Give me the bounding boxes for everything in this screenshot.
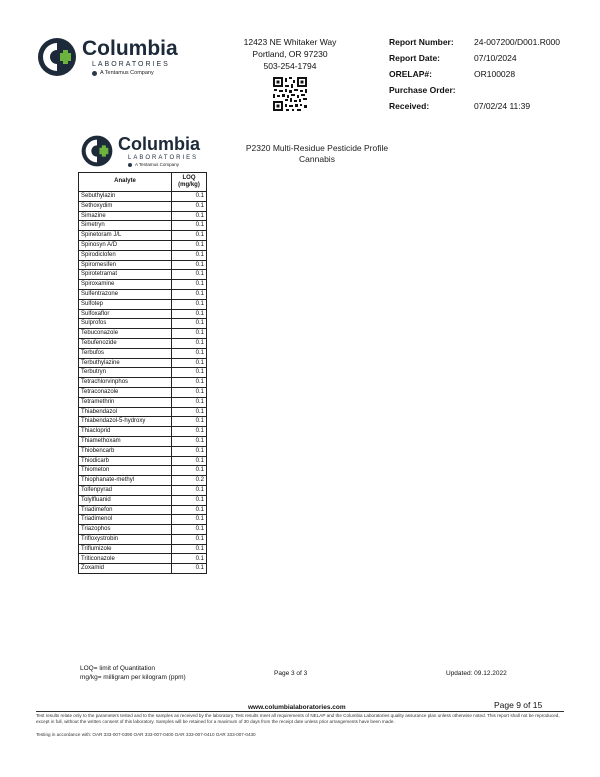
address-line-2: Portland, OR 97230 bbox=[252, 49, 328, 59]
analyte-name-cell: Tebufenozide bbox=[79, 338, 172, 348]
loq-value-cell: 0.1 bbox=[172, 260, 207, 270]
table-row bbox=[79, 446, 207, 456]
loq-value-cell: 0.1 bbox=[172, 221, 207, 231]
analyte-table bbox=[78, 172, 207, 574]
loq-header-line1: LOQ bbox=[182, 174, 196, 181]
analyte-name-cell: Tolfenpyrad bbox=[79, 485, 172, 495]
loq-value-cell: 0.1 bbox=[172, 378, 207, 388]
table-row bbox=[79, 407, 207, 417]
analyte-name-cell: Sethoxydim bbox=[79, 201, 172, 211]
table-row bbox=[79, 485, 207, 495]
loq-value-cell: 0.1 bbox=[172, 407, 207, 417]
analyte-name-cell: Tolylfluanid bbox=[79, 495, 172, 505]
report-info bbox=[389, 36, 579, 113]
report-date-value: 07/10/2024 bbox=[474, 53, 517, 63]
orelap-row bbox=[389, 68, 579, 81]
loq-value-cell: 0.1 bbox=[172, 544, 207, 554]
loq-value-cell: 0.2 bbox=[172, 476, 207, 486]
updated-date: Updated: 09.12.2022 bbox=[446, 670, 507, 677]
loq-value-cell: 0.1 bbox=[172, 358, 207, 368]
analyte-name-cell: Thiamethoxam bbox=[79, 436, 172, 446]
table-row bbox=[79, 436, 207, 446]
lab-tagline-row bbox=[82, 71, 178, 77]
panel-logo bbox=[80, 134, 200, 168]
report-number-label: Report Number: bbox=[389, 37, 454, 47]
lab-name: Columbia bbox=[82, 36, 178, 60]
table-row bbox=[79, 260, 207, 270]
analyte-name-cell: Spinetoram J/L bbox=[79, 231, 172, 241]
loq-note: LOQ= limit of Quantitation bbox=[80, 665, 155, 672]
table-row bbox=[79, 378, 207, 388]
loq-value-cell: 0.1 bbox=[172, 299, 207, 309]
loq-value-cell: 0.1 bbox=[172, 466, 207, 476]
loq-value-cell: 0.1 bbox=[172, 456, 207, 466]
lab-address bbox=[220, 36, 360, 72]
table-row bbox=[79, 515, 207, 525]
unit-note: mg/kg= milligram per kilogram (ppm) bbox=[80, 673, 186, 681]
loq-value-cell: 0.1 bbox=[172, 397, 207, 407]
purchase-order-row bbox=[389, 84, 579, 97]
lab-subtitle: LABORATORIES bbox=[92, 60, 170, 68]
orelap-label: ORELAP#: bbox=[389, 69, 432, 79]
analyte-name-cell: Zoxamid bbox=[79, 564, 172, 574]
analyte-name-cell: Tebuconazole bbox=[79, 329, 172, 339]
loq-value-cell: 0.1 bbox=[172, 250, 207, 260]
loq-value-cell: 0.1 bbox=[172, 505, 207, 515]
analyte-name-cell: Thiabendazol-5-hydroxy bbox=[79, 417, 172, 427]
analyte-name-cell: Sulfentrazone bbox=[79, 289, 172, 299]
analyte-name-cell: Sulfotep bbox=[79, 299, 172, 309]
table-row bbox=[79, 525, 207, 535]
orelap-value: OR100028 bbox=[474, 69, 516, 79]
analyte-table-wrap bbox=[78, 172, 207, 574]
loq-value-cell: 0.1 bbox=[172, 495, 207, 505]
received-label: Received: bbox=[389, 101, 430, 111]
report-number-value: 24-007200/D001.R000 bbox=[474, 37, 561, 47]
analyte-name-cell: Triadimenol bbox=[79, 515, 172, 525]
website-link[interactable]: www.columbialaboratories.com bbox=[248, 704, 346, 711]
loq-value-cell: 0.1 bbox=[172, 446, 207, 456]
table-row bbox=[79, 456, 207, 466]
analyte-name-cell: Thiabendazol bbox=[79, 407, 172, 417]
analyte-name-cell: Trifloxystrobin bbox=[79, 534, 172, 544]
address-line-1: 12423 NE Whitaker Way bbox=[243, 37, 337, 47]
table-row bbox=[79, 554, 207, 564]
analyte-name-cell: Thiacloprid bbox=[79, 427, 172, 437]
table-row bbox=[79, 329, 207, 339]
table-row bbox=[79, 397, 207, 407]
table-row bbox=[79, 319, 207, 329]
loq-header-line2: (mg/kg) bbox=[178, 182, 200, 188]
table-row bbox=[79, 387, 207, 397]
table-row bbox=[79, 211, 207, 221]
loq-value-cell: 0.1 bbox=[172, 436, 207, 446]
loq-value-cell: 0.1 bbox=[172, 368, 207, 378]
loq-value-cell: 0.1 bbox=[172, 289, 207, 299]
lab-tagline: A Tentamus Company bbox=[100, 69, 154, 76]
loq-value-cell: 0.1 bbox=[172, 387, 207, 397]
loq-value-cell: 0.1 bbox=[172, 525, 207, 535]
loq-value-cell: 0.1 bbox=[172, 280, 207, 290]
loq-value-cell: 0.1 bbox=[172, 485, 207, 495]
table-row bbox=[79, 368, 207, 378]
columbia-logo-icon bbox=[36, 36, 78, 78]
analyte-name-cell: Thiodicarb bbox=[79, 456, 172, 466]
table-row bbox=[79, 299, 207, 309]
analyte-name-cell: Simazine bbox=[79, 211, 172, 221]
analyte-name-cell: Triazophos bbox=[79, 525, 172, 535]
report-date-row bbox=[389, 52, 579, 65]
panel-lab-name: Columbia bbox=[118, 133, 201, 154]
table-row bbox=[79, 289, 207, 299]
loq-value-cell: 0.1 bbox=[172, 515, 207, 525]
footer-notes bbox=[80, 665, 186, 682]
analyte-name-cell: Spirotetramat bbox=[79, 270, 172, 280]
panel-title-block bbox=[222, 143, 412, 165]
analyte-name-cell: Terbufos bbox=[79, 348, 172, 358]
table-row bbox=[79, 231, 207, 241]
panel-lab-tagline-row bbox=[118, 163, 200, 168]
purchase-order-label: Purchase Order: bbox=[389, 85, 456, 95]
table-row bbox=[79, 338, 207, 348]
analyte-name-cell: Thiobencarb bbox=[79, 446, 172, 456]
analyte-name-cell: Spinosyn A/D bbox=[79, 240, 172, 250]
loq-value-cell: 0.1 bbox=[172, 231, 207, 241]
table-row bbox=[79, 250, 207, 260]
analyte-name-cell: Terbuthylazine bbox=[79, 358, 172, 368]
report-number-row bbox=[389, 36, 579, 49]
loq-value-cell: 0.1 bbox=[172, 564, 207, 574]
loq-value-cell: 0.1 bbox=[172, 270, 207, 280]
table-row bbox=[79, 544, 207, 554]
analyte-name-cell: Thiometon bbox=[79, 466, 172, 476]
analyte-name-cell: Spiroxamine bbox=[79, 280, 172, 290]
panel-matrix: Cannabis bbox=[299, 154, 335, 164]
table-row bbox=[79, 348, 207, 358]
footer-divider bbox=[36, 711, 564, 712]
loq-value-cell: 0.1 bbox=[172, 309, 207, 319]
analyte-name-cell: Tetramethrin bbox=[79, 397, 172, 407]
panel-title: P2320 Multi-Residue Pesticide Profile bbox=[245, 143, 389, 153]
received-row bbox=[389, 100, 579, 113]
analyte-name-cell: Terbutryn bbox=[79, 368, 172, 378]
loq-value-cell: 0.1 bbox=[172, 427, 207, 437]
table-row bbox=[79, 534, 207, 544]
analyte-name-cell: Tetrachlorvinphos bbox=[79, 378, 172, 388]
analyte-column-header: Analyte bbox=[79, 173, 172, 192]
panel-lab-tagline: A Tentamus Company bbox=[135, 161, 179, 167]
analyte-name-cell: Triflumizole bbox=[79, 544, 172, 554]
tentamus-dot-icon bbox=[92, 71, 97, 76]
table-row bbox=[79, 240, 207, 250]
disclaimer: Test results relate only to the parameters tested and to the samples as received by the laboratory. Test results meet all requirements of NELAP and the Columbia Laboratories quality assurance plan unless otherwise noted. This report shall not be reproduced, except in full, without the written consent of this laboratory. Samples will be retained for a maximum of 30 days from the receipt date unless prior arrangements have been made. bbox=[36, 713, 560, 724]
analyte-name-cell: Spirodiclofen bbox=[79, 250, 172, 260]
table-row bbox=[79, 201, 207, 211]
analyte-name-cell: Sebuthylazin bbox=[79, 192, 172, 202]
table-row bbox=[79, 221, 207, 231]
analyte-name-cell: Simetryn bbox=[79, 221, 172, 231]
received-value: 07/02/24 11:39 bbox=[474, 101, 531, 111]
analyte-name-cell: Sulprofos bbox=[79, 319, 172, 329]
table-row bbox=[79, 358, 207, 368]
table-row bbox=[79, 280, 207, 290]
table-row bbox=[79, 476, 207, 486]
loq-value-cell: 0.1 bbox=[172, 338, 207, 348]
loq-value-cell: 0.1 bbox=[172, 329, 207, 339]
table-row bbox=[79, 505, 207, 515]
loq-value-cell: 0.1 bbox=[172, 240, 207, 250]
total-page-number: Page 9 of 15 bbox=[494, 700, 543, 710]
table-row bbox=[79, 270, 207, 280]
table-row bbox=[79, 427, 207, 437]
loq-value-cell: 0.1 bbox=[172, 201, 207, 211]
loq-value-cell: 0.1 bbox=[172, 554, 207, 564]
panel-lab-subtitle: LABORATORIES bbox=[128, 154, 199, 161]
analyte-name-cell: Thiophanate-methyl bbox=[79, 476, 172, 486]
loq-value-cell: 0.1 bbox=[172, 211, 207, 221]
loq-column-header bbox=[172, 173, 207, 192]
report-date-label: Report Date: bbox=[389, 53, 441, 63]
loq-value-cell: 0.1 bbox=[172, 534, 207, 544]
analyte-name-cell: Sulfoxaflor bbox=[79, 309, 172, 319]
loq-value-cell: 0.1 bbox=[172, 192, 207, 202]
tentamus-dot-icon bbox=[128, 163, 132, 167]
lab-phone: 503-254-1794 bbox=[263, 61, 317, 71]
table-row bbox=[79, 564, 207, 574]
analyte-name-cell: Triadimefon bbox=[79, 505, 172, 515]
testing-accordance: Testing in accordance with: OAR 333-007-0390 OAR 333-007-0400 OAR 333-007-0410 OAR 333-007-0430 bbox=[36, 732, 256, 737]
table-row bbox=[79, 466, 207, 476]
columbia-logo-icon bbox=[80, 134, 114, 168]
sub-page-number: Page 3 of 3 bbox=[274, 670, 308, 677]
loq-value-cell: 0.1 bbox=[172, 319, 207, 329]
table-row bbox=[79, 309, 207, 319]
table-row bbox=[79, 417, 207, 427]
lab-logo bbox=[36, 36, 178, 78]
analyte-name-cell: Tetraconazole bbox=[79, 387, 172, 397]
table-row bbox=[79, 495, 207, 505]
analyte-name-cell: Spiromesifen bbox=[79, 260, 172, 270]
analyte-name-cell: Triticonazole bbox=[79, 554, 172, 564]
qr-code-icon bbox=[272, 76, 308, 112]
analyte-rows bbox=[79, 192, 207, 574]
loq-value-cell: 0.1 bbox=[172, 417, 207, 427]
table-row bbox=[79, 192, 207, 202]
loq-value-cell: 0.1 bbox=[172, 348, 207, 358]
table-header-row bbox=[79, 173, 207, 192]
